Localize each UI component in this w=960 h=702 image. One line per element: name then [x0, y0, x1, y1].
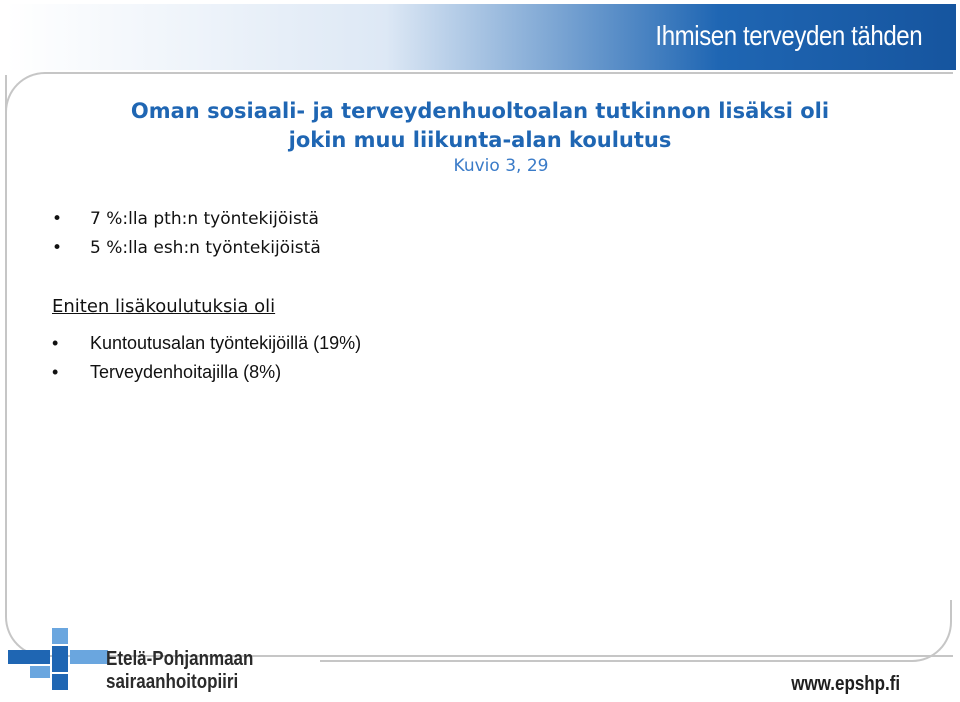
organization-name [106, 648, 253, 694]
list-item-text: 5 %:lla esh:n työntekijöistä [90, 238, 321, 258]
slide-title-line1: Oman sosiaali- ja terveydenhuoltoalan tutkinnon lisäksi oli [130, 99, 830, 123]
bullet-list-2 [52, 329, 361, 387]
slide-frame-bottom-right [320, 600, 952, 662]
bullet-icon: • [52, 238, 63, 258]
figure-reference: Kuvio 3, 29 [453, 156, 549, 176]
slide-title-line2: jokin muu liikunta-alan koulutus [288, 128, 672, 152]
list-item [52, 234, 321, 263]
organization-logo-icon [8, 628, 108, 690]
list-item [52, 205, 321, 234]
section-heading: Eniten lisäkoulutuksia oli [52, 296, 276, 317]
bullet-icon: • [52, 362, 59, 382]
slide-subtitle [0, 156, 960, 176]
org-name-line2: sairaanhoitopiiri [106, 671, 239, 693]
bullet-icon: • [52, 209, 63, 229]
slide-title [0, 97, 960, 155]
bullet-list-1 [52, 205, 321, 263]
website-link[interactable]: www.epshp.fi [791, 673, 900, 695]
bullet-icon: • [52, 333, 59, 353]
list-item-text: 7 %:lla pth:n työntekijöistä [90, 209, 319, 229]
header-band [0, 0, 960, 70]
list-item-text: Terveydenhoitajilla (8%) [90, 362, 282, 382]
header-tagline: Ihmisen terveyden tähden [655, 20, 922, 51]
list-item [52, 358, 361, 387]
list-item [52, 329, 361, 358]
org-name-line1: Etelä-Pohjanmaan [106, 648, 254, 670]
list-item-text: Kuntoutusalan työntekijöillä (19%) [90, 333, 362, 353]
